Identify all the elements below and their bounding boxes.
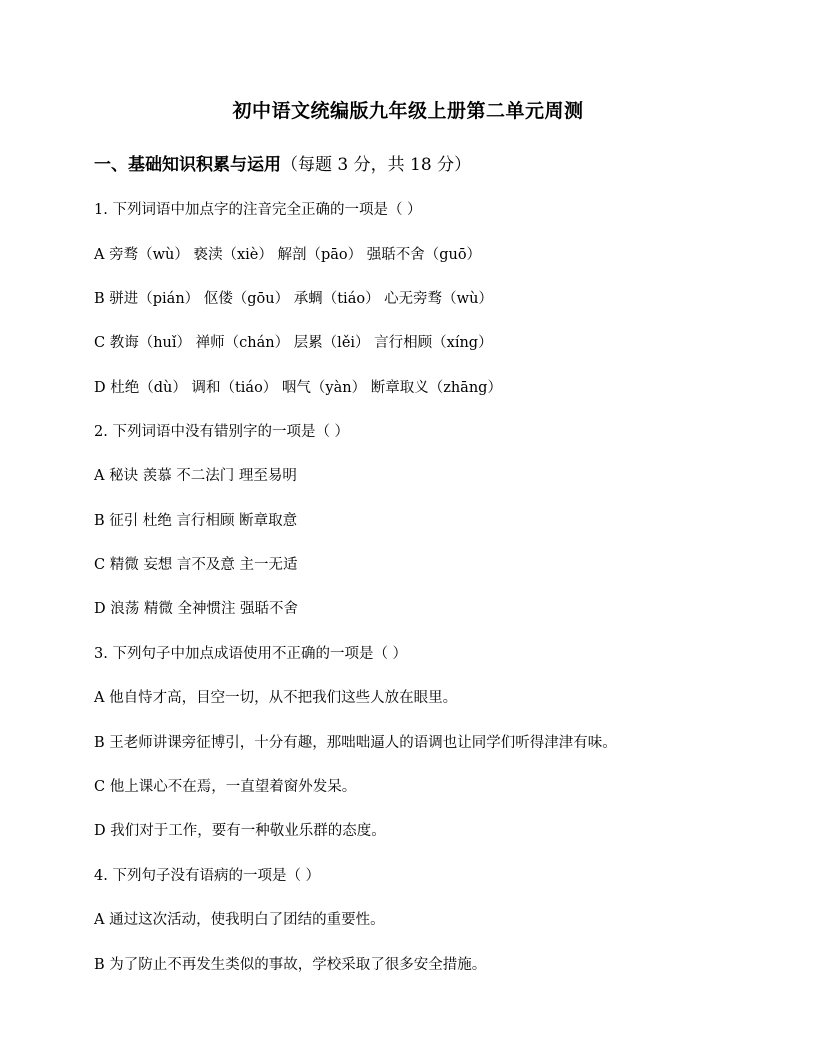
question-3-stem: 3. 下列句子中加点成语使用不正确的一项是（ ）	[94, 646, 408, 662]
question-1-option-a: A 旁骛（wù） 亵渎（xiè） 解剖（pāo） 强聒不舍（guō）	[94, 247, 482, 263]
section-score-note: （每题 3 分，共 18 分）	[281, 155, 472, 175]
question-3-option-b: B 王老师讲课旁征博引，十分有趣，那咄咄逼人的语调也让同学们听得津津有味。	[94, 735, 617, 751]
question-4-option-a: A 通过这次活动，使我明白了团结的重要性。	[94, 912, 385, 928]
question-1-stem: 1. 下列词语中加点字的注音完全正确的一项是（ ）	[94, 202, 422, 218]
section-heading-text: 一、基础知识积累与运用	[94, 155, 281, 175]
question-1-option-d: D 杜绝（dù） 调和（tiáo） 咽气（yàn） 断章取义（zhāng）	[94, 380, 502, 396]
question-3-option-c: C 他上课心不在焉，一直望着窗外发呆。	[94, 779, 357, 795]
question-2-stem: 2. 下列词语中没有错别字的一项是（ ）	[94, 424, 350, 440]
question-2-option-c: C 精微 妄想 言不及意 主一无适	[94, 557, 298, 573]
question-3-option-a: A 他自恃才高，目空一切，从不把我们这些人放在眼里。	[94, 690, 458, 706]
question-2-option-a: A 秘诀 羡慕 不二法门 理至易明	[94, 468, 297, 484]
question-2-option-d: D 浪荡 精微 全神惯注 强聒不舍	[94, 601, 299, 617]
question-2-option-b: B 征引 杜绝 言行相顾 断章取意	[94, 513, 298, 529]
page-title: 初中语文统编版九年级上册第二单元周测	[232, 100, 584, 122]
question-3-option-d: D 我们对于工作，要有一种敬业乐群的态度。	[94, 823, 386, 839]
section-heading	[94, 150, 471, 175]
question-4-stem: 4. 下列句子没有语病的一项是（ ）	[94, 868, 321, 884]
question-1-option-b: B 骈进（pián） 伛偻（gōu） 承蜩（tiáo） 心无旁骛（wù）	[94, 291, 493, 307]
question-4-option-b: B 为了防止不再发生类似的事故，学校采取了很多安全措施。	[94, 957, 487, 973]
question-1-option-c: C 教诲（huǐ） 禅师（chán） 层累（lěi） 言行相顾（xíng）	[94, 335, 493, 351]
